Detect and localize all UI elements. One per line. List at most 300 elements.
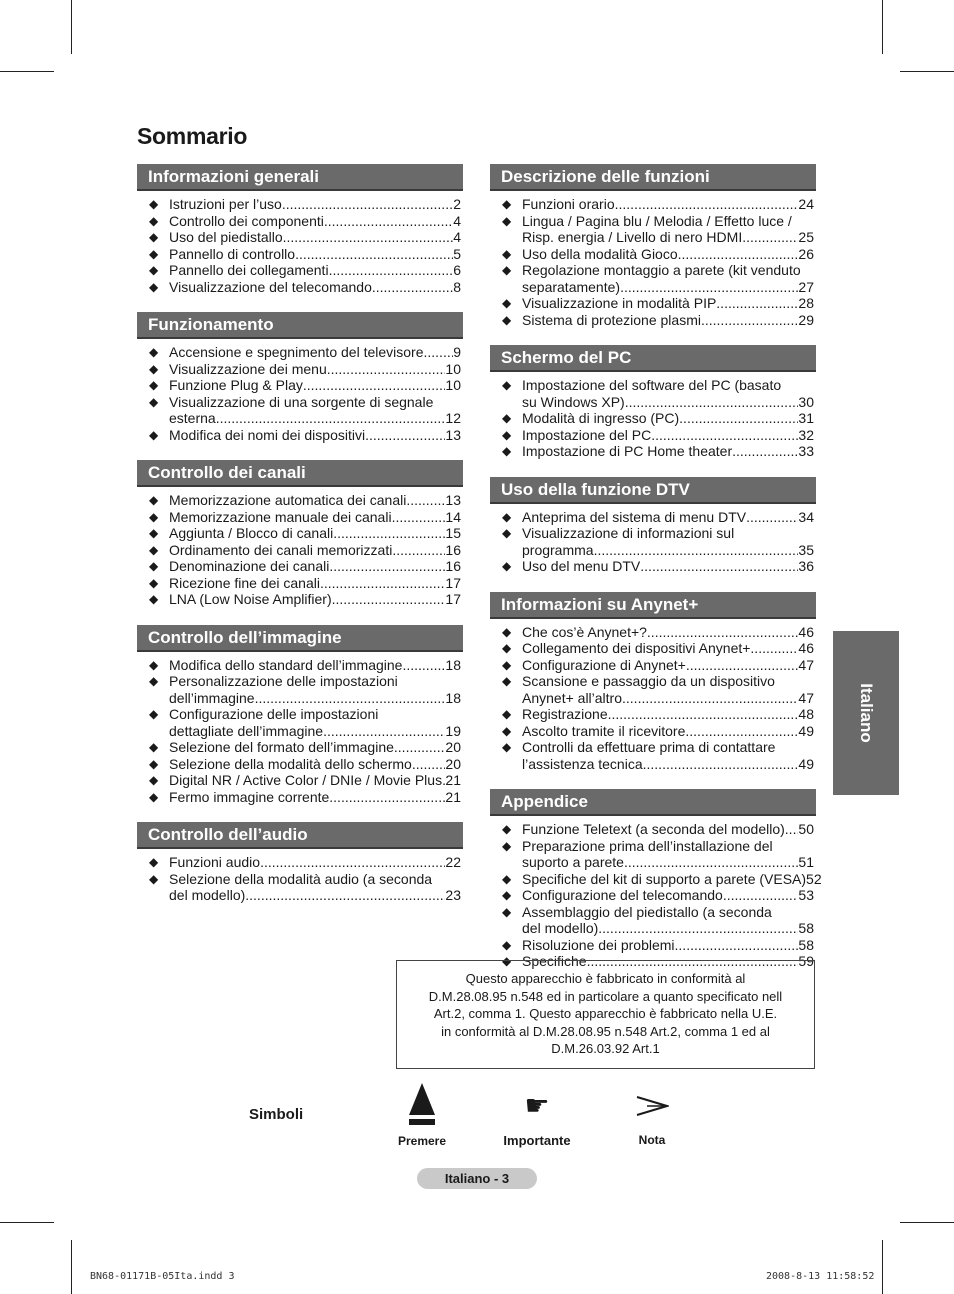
entry-line: [169, 542, 461, 559]
notice-line: in conformità al D.M.28.08.95 n.548 Art.2, comma 1 ed al: [441, 1023, 770, 1039]
entry-text: suporto a parete: [522, 854, 624, 870]
leader-dots: [620, 279, 798, 296]
entry-body: [522, 904, 816, 937]
pointing-hand-icon: ☛: [524, 1089, 550, 1122]
entry-body: [169, 871, 463, 904]
page-number: 51: [798, 854, 814, 870]
page-number: 34: [798, 508, 814, 525]
leader-dots: [424, 344, 454, 361]
entry-body: [169, 394, 463, 427]
entry-text: Ordinamento dei canali memorizzati: [169, 541, 393, 558]
entry-text: Assemblaggio del piedistallo (a seconda: [522, 903, 772, 920]
page-number: 50: [798, 821, 814, 837]
page-number: 58: [798, 920, 814, 936]
page-number: 13: [445, 426, 461, 443]
footer-file: BN68-01171B-05Ita.indd 3: [90, 1271, 235, 1282]
notice-line: D.M.28.08.95 n.548 ed in particolare a quanto specificato nell: [428, 988, 783, 1004]
bullet-icon: ◆: [502, 296, 512, 310]
toc-entry: [490, 410, 816, 427]
entry-line: [522, 920, 814, 937]
toc-entry: [490, 904, 816, 937]
page-number: 33: [798, 443, 814, 459]
bullet-icon: ◆: [149, 756, 159, 771]
bullet-icon: ◆: [502, 213, 512, 228]
toc-section: [490, 789, 822, 970]
entry-line: [522, 854, 814, 871]
leader-dots: [283, 229, 454, 246]
bullet-icon: ◆: [502, 427, 512, 442]
entry-body: [169, 213, 463, 230]
toc-entry: [137, 262, 463, 279]
entry-text: Uso della modalità Gioco: [522, 245, 678, 262]
page-number: 18: [445, 656, 461, 673]
page-number: 16: [445, 541, 461, 558]
page-number: 47: [798, 656, 814, 673]
page-number: 15: [445, 525, 461, 541]
bullet-icon: ◆: [149, 197, 159, 211]
entry-body: [522, 262, 816, 295]
toc-entry: [490, 706, 816, 723]
bullet-icon: ◆: [502, 444, 512, 458]
leader-dots: [323, 723, 445, 740]
section-heading: Uso della funzione DTV: [490, 477, 816, 504]
entry-line: [169, 410, 461, 427]
entry-body: [522, 937, 816, 954]
notice-line: Art.2, comma 1. Questo apparecchio è fabbricato nella U.E.: [433, 1006, 778, 1021]
page-number: 17: [445, 591, 461, 607]
leader-dots: [333, 525, 445, 542]
entry-line: [169, 756, 461, 773]
entry-text: Preparazione prima dell’installazione del: [522, 837, 773, 854]
entry-text: Denominazione dei canali: [169, 558, 330, 574]
entry-body: [169, 361, 463, 378]
toc-entry: [137, 509, 463, 526]
bullet-icon: ◆: [502, 624, 512, 639]
entry-text: Istruzioni per l’uso: [169, 196, 282, 212]
entry-line: [522, 443, 814, 460]
entry-line: [169, 262, 461, 279]
entry-body: [522, 723, 816, 740]
bullet-icon: ◆: [502, 888, 512, 902]
entry-text: su Windows XP): [522, 393, 625, 410]
symbol-label: Premere: [397, 1134, 447, 1148]
symbol-premere: [396, 1082, 448, 1148]
leader-dots: [365, 427, 445, 444]
entry-line: [169, 361, 461, 378]
page-number: 21: [445, 772, 461, 788]
page-number: 59: [798, 953, 814, 969]
page-number: 25: [798, 229, 814, 245]
entry-text: Accensione e spegnimento del televisore: [169, 344, 424, 360]
entry-body: [522, 706, 816, 723]
bullet-icon: ◆: [502, 657, 512, 672]
entry-text: Risoluzione dei problemi: [522, 936, 675, 953]
page-number: 48: [798, 706, 814, 722]
toc-entry: [137, 344, 463, 361]
entry-text: Uso del menu DTV: [522, 558, 641, 574]
entry-body: [169, 262, 463, 279]
toc-entry: [137, 575, 463, 592]
entry-body: [522, 624, 816, 641]
leader-dots: [402, 657, 445, 674]
entry-text: Ascolto tramite il ricevitore: [522, 722, 686, 739]
bullet-icon: ◆: [502, 822, 512, 836]
toc-entry: [490, 723, 816, 740]
entry-text: Modalità di ingresso (PC): [522, 410, 680, 426]
page-number: 23: [445, 887, 461, 903]
crop-mark: [71, 0, 72, 54]
bullet-icon: ◆: [502, 723, 512, 738]
toc-section: [137, 312, 463, 443]
bullet-icon: ◆: [149, 657, 159, 672]
entry-body: [169, 246, 463, 263]
crop-mark: [0, 1222, 54, 1223]
toc-entry: [137, 377, 463, 394]
entry-text: Memorizzazione automatica dei canali: [169, 492, 407, 508]
entry-line: [522, 229, 814, 246]
entry-text: Configurazione delle impostazioni: [169, 706, 379, 722]
leader-dots: [624, 854, 798, 871]
leader-dots: [392, 509, 446, 526]
entry-body: [522, 427, 816, 444]
entry-body: [522, 558, 816, 575]
entry-text: programma: [522, 541, 594, 558]
section-heading: Funzionamento: [137, 312, 463, 339]
entry-line: [522, 937, 814, 954]
entry-body: [169, 229, 463, 246]
crop-mark: [0, 71, 54, 72]
entry-body: [522, 525, 816, 558]
bullet-icon: ◆: [502, 246, 512, 261]
entry-line: [522, 640, 814, 657]
toc-entry: [137, 673, 463, 706]
bullet-icon: ◆: [502, 838, 512, 853]
entry-line: [169, 591, 461, 608]
entry-text: Anynet+ all’altro: [522, 689, 623, 706]
bullet-icon: ◆: [149, 246, 159, 261]
section-heading: Controllo dei canali: [137, 460, 463, 487]
toc-entry: [490, 443, 816, 460]
page-number: 17: [445, 574, 461, 591]
entry-body: [522, 870, 822, 888]
toc-entry: [490, 640, 816, 657]
page-number: 46: [798, 623, 814, 640]
entry-body: [522, 295, 816, 312]
entry-text: Visualizzazione di una sorgente di segnale: [169, 393, 434, 410]
toc-entry: [490, 558, 816, 575]
leader-dots: [245, 887, 445, 904]
toc-entry: [490, 262, 816, 295]
bullet-icon: ◆: [149, 509, 159, 524]
page-title: Sommario: [137, 123, 248, 149]
page-number: 2: [453, 196, 461, 212]
entry-body: [522, 838, 816, 871]
crop-mark: [900, 1222, 954, 1223]
page-number: 20: [445, 755, 461, 772]
toc-entry: [490, 870, 822, 888]
bullet-icon: ◆: [149, 773, 159, 787]
bullet-icon: ◆: [149, 871, 159, 886]
entry-line: [169, 246, 461, 263]
toc-entry: [490, 213, 816, 246]
entry-body: [169, 279, 463, 296]
leader-dots: [686, 657, 799, 674]
entry-text: Modifica dello standard dell’immagine: [169, 656, 403, 673]
toc-section: [137, 822, 463, 904]
leader-dots: [651, 427, 798, 444]
bullet-icon: ◆: [502, 509, 512, 524]
entry-body: [169, 789, 463, 806]
entry-text: Aggiunta / Blocco di canali: [169, 525, 334, 541]
leader-dots: [625, 394, 799, 411]
toc-left-column: [137, 164, 463, 921]
entry-text: Regolazione montaggio a parete (kit venduto: [522, 262, 801, 278]
entry-line: [522, 821, 814, 838]
entry-text: Controllo dei componenti: [169, 212, 324, 229]
leader-dots: [260, 854, 445, 871]
entry-body: [522, 887, 816, 904]
section-heading: Controllo dell’immagine: [137, 625, 463, 652]
note-arrow-icon: [635, 1094, 669, 1118]
leader-dots: [372, 279, 453, 296]
entry-line: [522, 196, 814, 213]
entry-text: Funzioni audio: [169, 854, 261, 870]
leader-dots: [647, 624, 799, 641]
bullet-icon: ◆: [502, 937, 512, 952]
entry-line: [169, 854, 461, 871]
page-number: 46: [798, 640, 814, 656]
entry-body: [169, 509, 463, 526]
symbol-label: Importante: [503, 1133, 571, 1148]
toc-section: [490, 592, 816, 773]
entry-body: [169, 427, 463, 444]
toc-section: [490, 345, 816, 460]
entry-text: Selezione della modalità audio (a seconda: [169, 870, 433, 887]
entry-body: [169, 196, 463, 213]
toc-entry: [490, 427, 816, 444]
entry-line: [522, 558, 814, 575]
entry-line: [169, 213, 461, 230]
entry-line: [522, 246, 814, 263]
entry-text: Impostazione di PC Home theater: [522, 443, 733, 459]
page-number: 10: [445, 360, 461, 377]
entry-line: [522, 690, 814, 707]
entry-body: [169, 706, 463, 739]
entry-text: separatamente): [522, 278, 621, 295]
symbol-label: Nota: [638, 1133, 666, 1147]
entry-line: [522, 657, 814, 674]
page-number: 47: [798, 689, 814, 706]
entry-text: Sistema di protezione plasmi: [522, 311, 701, 328]
entry-text: l’assistenza tecnica: [522, 755, 643, 772]
section-heading: Informazioni generali: [137, 164, 463, 191]
entry-body: [169, 542, 463, 559]
symbols-label: Simboli: [249, 1106, 304, 1123]
entry-text: Scansione e passaggio da un dispositivo: [522, 673, 775, 689]
bullet-icon: ◆: [149, 526, 159, 540]
leader-dots: [282, 196, 453, 213]
leader-dots: [675, 937, 799, 954]
entry-line: [169, 525, 461, 542]
section-heading: Schermo del PC: [490, 345, 816, 372]
bullet-icon: ◆: [502, 263, 512, 277]
entry-text: Ricezione fine dei canali: [169, 574, 320, 591]
toc-entry: [490, 246, 816, 263]
page-number: 20: [445, 739, 461, 755]
entry-body: [522, 739, 816, 772]
toc-entry: [490, 821, 816, 838]
entry-body: [169, 657, 463, 674]
leader-dots: [732, 443, 798, 460]
entry-body: [169, 558, 463, 575]
page-number: 12: [445, 410, 461, 426]
toc-entry: [137, 542, 463, 559]
toc-entry: [137, 525, 463, 542]
page-number: 21: [445, 788, 461, 805]
entry-body: [169, 525, 463, 542]
footer-datetime: 2008-8-13 11:58:52: [766, 1271, 875, 1282]
language-side-tab: [833, 631, 899, 795]
entry-line: [169, 279, 461, 296]
entry-line: [169, 789, 461, 806]
entry-body: [169, 575, 463, 592]
entry-text: dettagliate dell’immagine: [169, 722, 324, 739]
leader-dots: [615, 196, 799, 213]
entry-line: [169, 492, 461, 509]
page-number: 31: [798, 410, 814, 426]
entry-text: Selezione del formato dell’immagine: [169, 739, 394, 755]
toc-entry: [490, 887, 816, 904]
crop-mark: [882, 0, 883, 54]
entry-line: [169, 196, 461, 213]
entry-line: [522, 295, 814, 312]
page-number: 18: [445, 689, 461, 706]
toc-right-column: [490, 164, 822, 987]
toc-entry: [137, 854, 463, 871]
page-number: 14: [445, 508, 461, 525]
page-number: 22: [445, 854, 461, 870]
crop-mark: [71, 1240, 72, 1294]
entry-body: [169, 756, 463, 773]
toc-section: [137, 625, 463, 806]
entry-body: [522, 312, 816, 329]
entry-text: Impostazione del software del PC (basato: [522, 377, 782, 393]
toc-entry: [490, 377, 816, 410]
toc-entry: [137, 706, 463, 739]
bullet-icon: ◆: [149, 263, 159, 277]
leader-dots: [332, 591, 446, 608]
entry-line: [169, 509, 461, 526]
entry-text: del modello): [169, 887, 246, 903]
leader-dots: [746, 509, 798, 526]
toc-entry: [137, 772, 463, 789]
entry-text: Uso del piedistallo: [169, 229, 283, 245]
leader-dots: [716, 295, 798, 312]
toc-entry: [137, 591, 463, 608]
entry-text: Risp. energia / Livello di nero HDMI: [522, 229, 743, 245]
toc-entry: [490, 196, 816, 213]
toc-entry: [137, 756, 463, 773]
page-number: 27: [798, 278, 814, 295]
entry-text: Impostazione del PC: [522, 426, 652, 443]
entry-text: Selezione della modalità dello schermo: [169, 755, 412, 772]
bullet-icon: ◆: [149, 345, 159, 359]
toc-section: [490, 164, 816, 328]
entry-body: [522, 673, 816, 706]
page-number: 49: [798, 755, 814, 772]
bullet-icon: ◆: [149, 378, 159, 392]
bullet-icon: ◆: [149, 427, 159, 442]
toc-entry: [137, 657, 463, 674]
page-number: 30: [798, 393, 814, 410]
toc-entry: [137, 213, 463, 230]
bullet-icon: ◆: [149, 575, 159, 590]
toc-entry: [490, 509, 816, 526]
symbol-nota: [627, 1094, 677, 1147]
bullet-icon: ◆: [149, 789, 159, 804]
bullet-icon: ◆: [149, 493, 159, 507]
entry-text: Modifica dei nomi dei dispositivi: [169, 426, 366, 443]
bullet-icon: ◆: [149, 361, 159, 376]
bullet-icon: ◆: [149, 674, 159, 688]
section-heading: Descrizione delle funzioni: [490, 164, 816, 191]
bullet-icon: ◆: [502, 559, 512, 573]
toc-entry: [490, 624, 816, 641]
entry-body: [169, 739, 463, 756]
entry-line: [522, 279, 814, 296]
bullet-icon: ◆: [149, 213, 159, 228]
entry-text: Configurazione di Anynet+: [522, 656, 686, 673]
page-number: 4: [453, 229, 461, 245]
bullet-icon: ◆: [149, 740, 159, 754]
toc-entry: [137, 739, 463, 756]
toc-entry: [490, 739, 816, 772]
bullet-icon: ◆: [502, 740, 512, 754]
entry-line: [522, 394, 814, 411]
leader-dots: [320, 575, 445, 592]
entry-line: [522, 312, 814, 329]
toc-entry: [137, 229, 463, 246]
leader-dots: [406, 492, 445, 509]
press-arrow-icon: [407, 1082, 437, 1128]
toc-entry: [137, 427, 463, 444]
entry-line: [522, 542, 814, 559]
leader-dots: [701, 312, 798, 329]
leader-dots: [622, 690, 798, 707]
leader-dots: [643, 756, 799, 773]
page-number: 49: [798, 722, 814, 739]
entry-body: [169, 772, 463, 789]
page-number: 24: [798, 196, 814, 212]
page-number: 58: [798, 936, 814, 953]
entry-line: [169, 558, 461, 575]
page-number: 5: [453, 245, 461, 262]
entry-body: [522, 377, 816, 410]
bullet-icon: ◆: [502, 312, 512, 327]
entry-body: [169, 344, 463, 361]
entry-line: [522, 509, 814, 526]
entry-body: [522, 821, 816, 838]
bullet-icon: ◆: [502, 197, 512, 211]
leader-dots: [598, 920, 798, 937]
leader-dots: [750, 640, 798, 657]
entry-text: Digital NR / Active Color / DNIe / Movie Plus: [169, 772, 443, 788]
entry-text: Specifiche del kit di supporto a parete (VESA): [522, 870, 807, 887]
entry-line: [169, 377, 461, 394]
page-number: 36: [798, 558, 814, 574]
bullet-icon: ◆: [502, 526, 512, 540]
leader-dots: [394, 739, 446, 756]
